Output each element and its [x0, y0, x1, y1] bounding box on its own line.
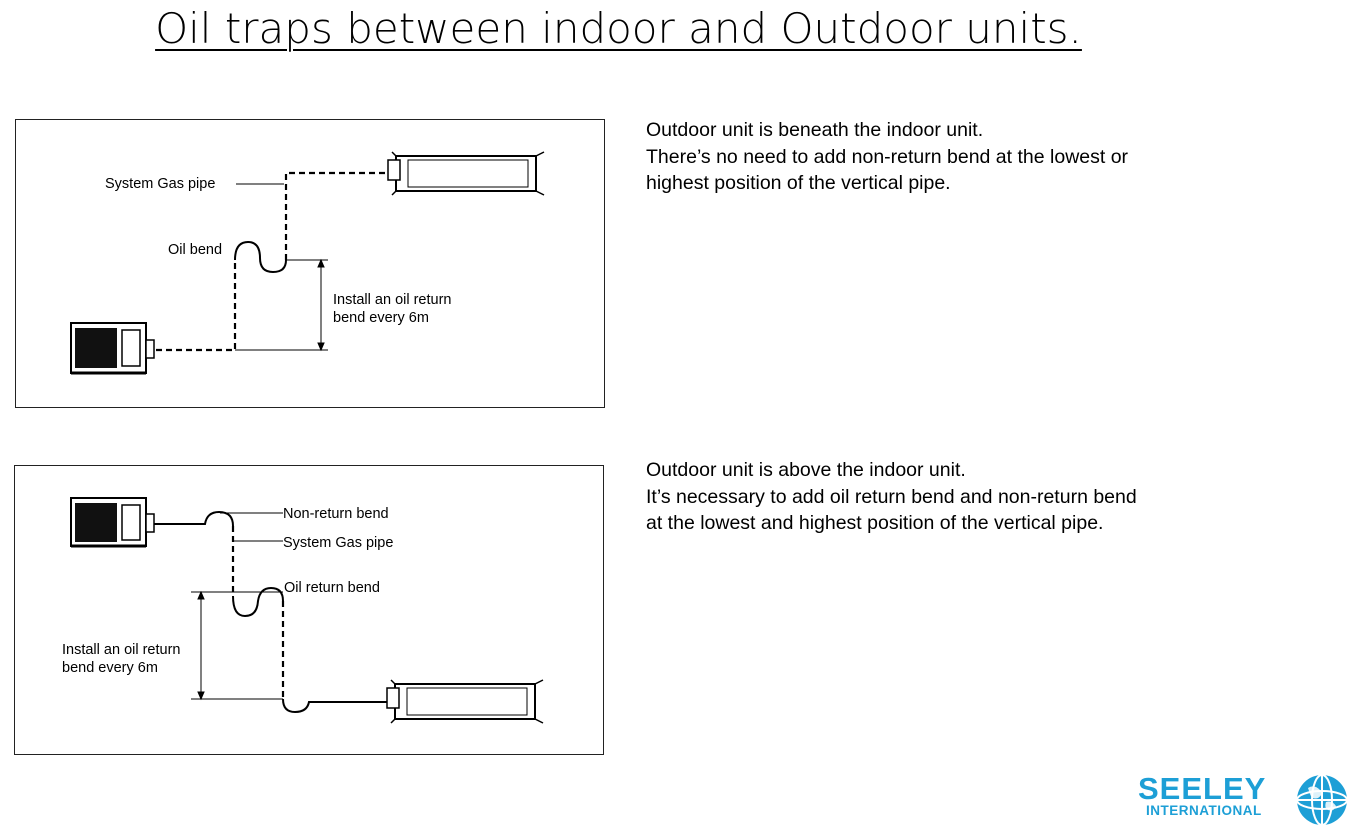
description-line: Outdoor unit is above the indoor unit.	[646, 459, 966, 481]
diagram-outdoor-below	[15, 119, 605, 408]
globe-icon	[1294, 772, 1350, 828]
label-install-line2: bend every 6m	[333, 310, 429, 326]
dimension-marker	[191, 592, 283, 699]
label-oil-bend: Oil bend	[168, 242, 223, 258]
non-return-bend	[154, 512, 233, 526]
outdoor-unit-icon	[71, 498, 154, 546]
description-line: It’s necessary to add oil return bend and non-return bend	[646, 485, 1137, 508]
description-outdoor-above	[646, 457, 1137, 537]
indoor-unit-icon	[388, 152, 544, 195]
page-title	[0, 4, 1237, 53]
label-install-line1: Install an oil return	[333, 292, 452, 308]
description-line: Outdoor unit is beneath the indoor unit.	[646, 119, 984, 141]
indoor-unit-icon	[387, 680, 543, 723]
description-line: There’s no need to add non-return bend at the lowest or	[646, 145, 1129, 168]
label-install-line2: bend every 6m	[62, 660, 158, 676]
oil-bend	[235, 242, 286, 272]
seeley-logo	[1138, 772, 1352, 828]
description-line: highest position of the vertical pipe.	[646, 172, 951, 194]
label-gas-pipe: System Gas pipe	[105, 176, 216, 192]
label-oil-return: Oil return bend	[284, 580, 380, 596]
description-outdoor-below	[646, 117, 1128, 197]
title-text: Oil traps between indoor and Outdoor units.	[155, 4, 1082, 53]
logo-sub: INTERNATIONAL	[1146, 803, 1262, 818]
outdoor-unit-icon	[71, 323, 154, 373]
label-non-return: Non-return bend	[283, 506, 389, 522]
lower-bend	[283, 699, 387, 712]
logo-name: SEELEY	[1138, 771, 1267, 806]
dimension-marker	[235, 260, 328, 350]
diagram-outdoor-above	[14, 465, 604, 755]
label-install-line1: Install an oil return	[62, 642, 181, 658]
label-leaders	[193, 513, 283, 592]
label-gas-pipe: System Gas pipe	[283, 535, 394, 551]
description-line: at the lowest and highest position of the vertical pipe.	[646, 512, 1104, 534]
